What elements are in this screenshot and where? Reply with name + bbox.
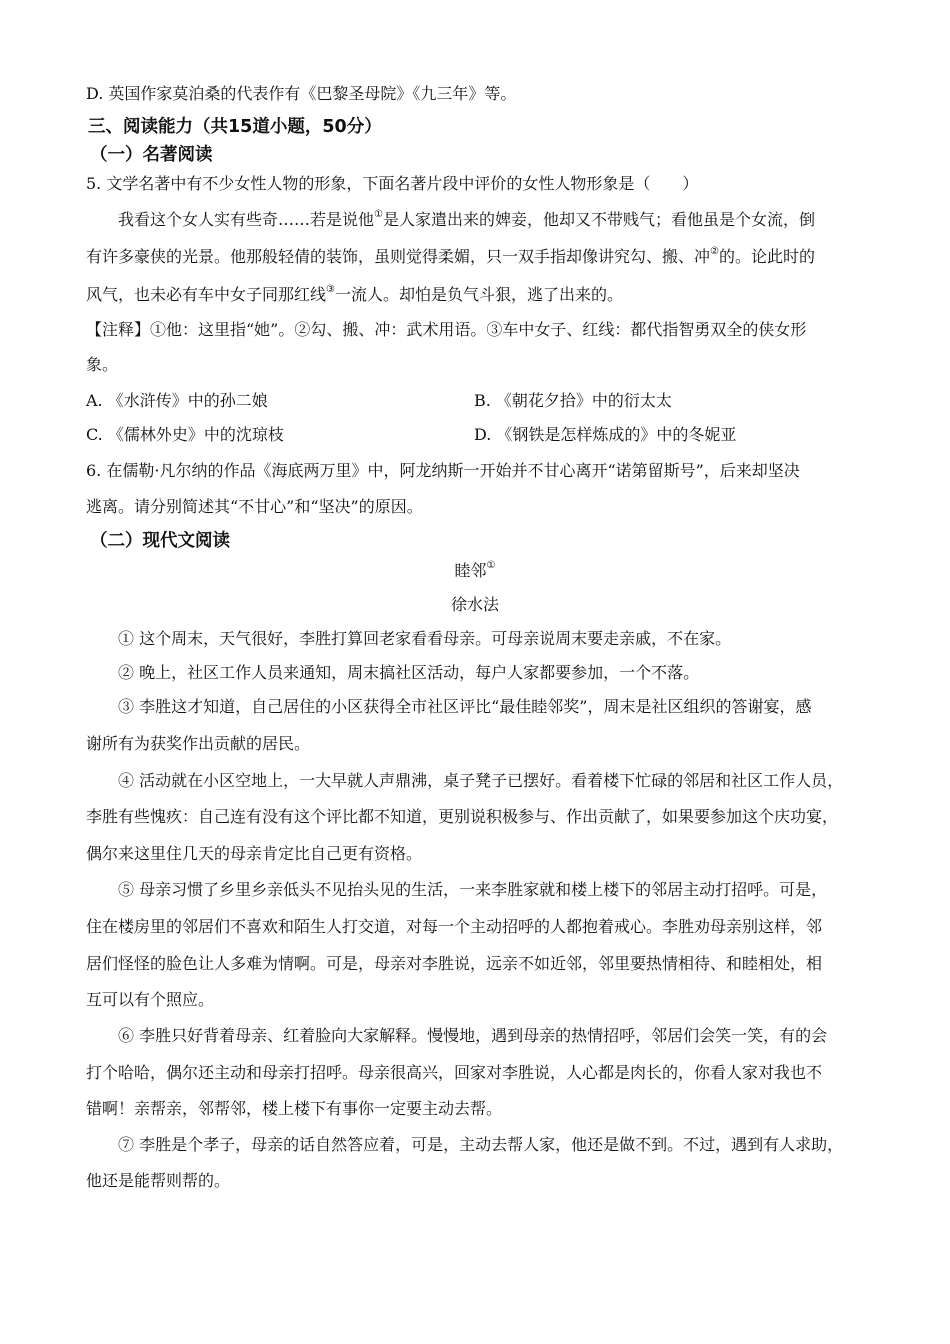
- q5-note: 【注释】①他：这里指“她”。②勾、搬、冲：武术用语。③车中女子、红线：都代指智勇双全的侠女形: [86, 320, 807, 339]
- q5-option-a: A. 《水浒传》中的孙二娘: [86, 391, 268, 410]
- q5-option-b: B. 《朝花夕拾》中的衍太太: [474, 391, 672, 410]
- q5-excerpt-line: 我看这个女人实有些奇……若是说他①是人家遣出来的婢妾，他却又不带贱气；看他虽是个女流，倒: [118, 208, 815, 229]
- part-1-title: （一）名著阅读: [90, 145, 213, 165]
- footnote-marker: ①: [486, 559, 496, 571]
- q5-option-c: C. 《儒林外史》中的沈琼枝: [86, 425, 284, 444]
- paragraph-line: ⑦ 李胜是个孝子，母亲的话自然答应着，可是，主动去帮人家，他还是做不到。不过，遇到有人求助，: [118, 1135, 844, 1154]
- footnote-marker: ②: [710, 245, 719, 257]
- q5-option-d: D. 《钢铁是怎样炼成的》中的冬妮亚: [474, 425, 737, 444]
- article-author: 徐水法: [450, 595, 499, 614]
- q5-excerpt-line: 有许多豪侠的光景。他那般轻倩的装饰，虽则觉得柔媚，只一双手指却像讲究勾、搬、冲②的。论此时的: [86, 245, 815, 266]
- section-3-title: 三、阅读能力（共15道小题，50分）: [88, 117, 382, 137]
- paragraph-line: ① 这个周末，天气很好，李胜打算回老家看看母亲。可母亲说周末要走亲戚，不在家。: [118, 629, 732, 648]
- paragraph-line: ⑥ 李胜只好背着母亲、红着脸向大家解释。慢慢地，遇到母亲的热情招呼，邻居们会笑一笑，有的会: [118, 1026, 828, 1045]
- paragraph-line: ③ 李胜这才知道，自己居住的小区获得全市社区评比“最佳睦邻奖”，周末是社区组织的答谢宴，感: [118, 697, 812, 716]
- paragraph-line: 住在楼房里的邻居们不喜欢和陌生人打交道，对每一个主动招呼的人都抱着戒心。李胜劝母亲别这样，邻: [86, 917, 823, 936]
- footnote-marker: ③: [326, 283, 335, 295]
- q5-excerpt-line: 风气，也未必有车中女子同那红线③一流人。却怕是负气斗狠，逃了出来的。: [86, 283, 623, 304]
- paragraph-line: ⑤ 母亲习惯了乡里乡亲低头不见抬头见的生活，一来李胜家就和楼上楼下的邻居主动打招呼。可是，: [118, 880, 828, 899]
- q4-option-d: D. 英国作家莫泊桑的代表作有《巴黎圣母院》《九三年》等。: [86, 84, 517, 103]
- paragraph-line: 谢所有为获奖作出贡献的居民。: [86, 734, 311, 753]
- q5-stem: 5. 文学名著中有不少女性人物的形象，下面名著片段中评价的女性人物形象是（ ）: [86, 174, 699, 193]
- paragraph-line: 打个哈哈，偶尔还主动和母亲打招呼。母亲很高兴，回家对李胜说，人心都是肉长的，你看人家对我也不: [86, 1063, 823, 1082]
- paragraph-line: ④ 活动就在小区空地上，一大早就人声鼎沸，桌子凳子已摆好。看着楼下忙碌的邻居和社区工作人员，: [118, 771, 844, 790]
- footnote-marker: ①: [374, 208, 383, 220]
- paragraph-line: 他还是能帮则帮的。: [86, 1171, 231, 1190]
- paragraph-line: 偶尔来这里住几天的母亲肯定比自己更有资格。: [86, 844, 423, 863]
- q6-stem-continued: 逃离。请分别简述其“不甘心”和“坚决”的原因。: [86, 497, 423, 516]
- paragraph-line: 错啊！亲帮亲，邻帮邻，楼上楼下有事你一定要主动去帮。: [86, 1099, 503, 1118]
- paragraph-line: 互可以有个照应。: [86, 990, 215, 1009]
- part-2-title: （二）现代文阅读: [90, 531, 230, 551]
- article-title: 睦邻①: [454, 559, 496, 580]
- paragraph-line: ② 晚上，社区工作人员来通知，周末搞社区活动，每户人家都要参加，一个不落。: [118, 663, 700, 682]
- q5-note-continued: 象。: [86, 355, 119, 374]
- paragraph-line: 居们怪怪的脸色让人多难为情啊。可是，母亲对李胜说，远亲不如近邻，邻里要热情相待、和睦相处，相: [86, 954, 823, 973]
- q6-stem: 6. 在儒勒·凡尔纳的作品《海底两万里》中，阿龙纳斯一开始并不甘心离开“诺第留斯号”，后来却坚决: [86, 461, 800, 480]
- paragraph-line: 李胜有些愧疚：自己连有没有这个评比都不知道，更别说积极参与、作出贡献了，如果要参加这个庆功宴，: [86, 807, 839, 826]
